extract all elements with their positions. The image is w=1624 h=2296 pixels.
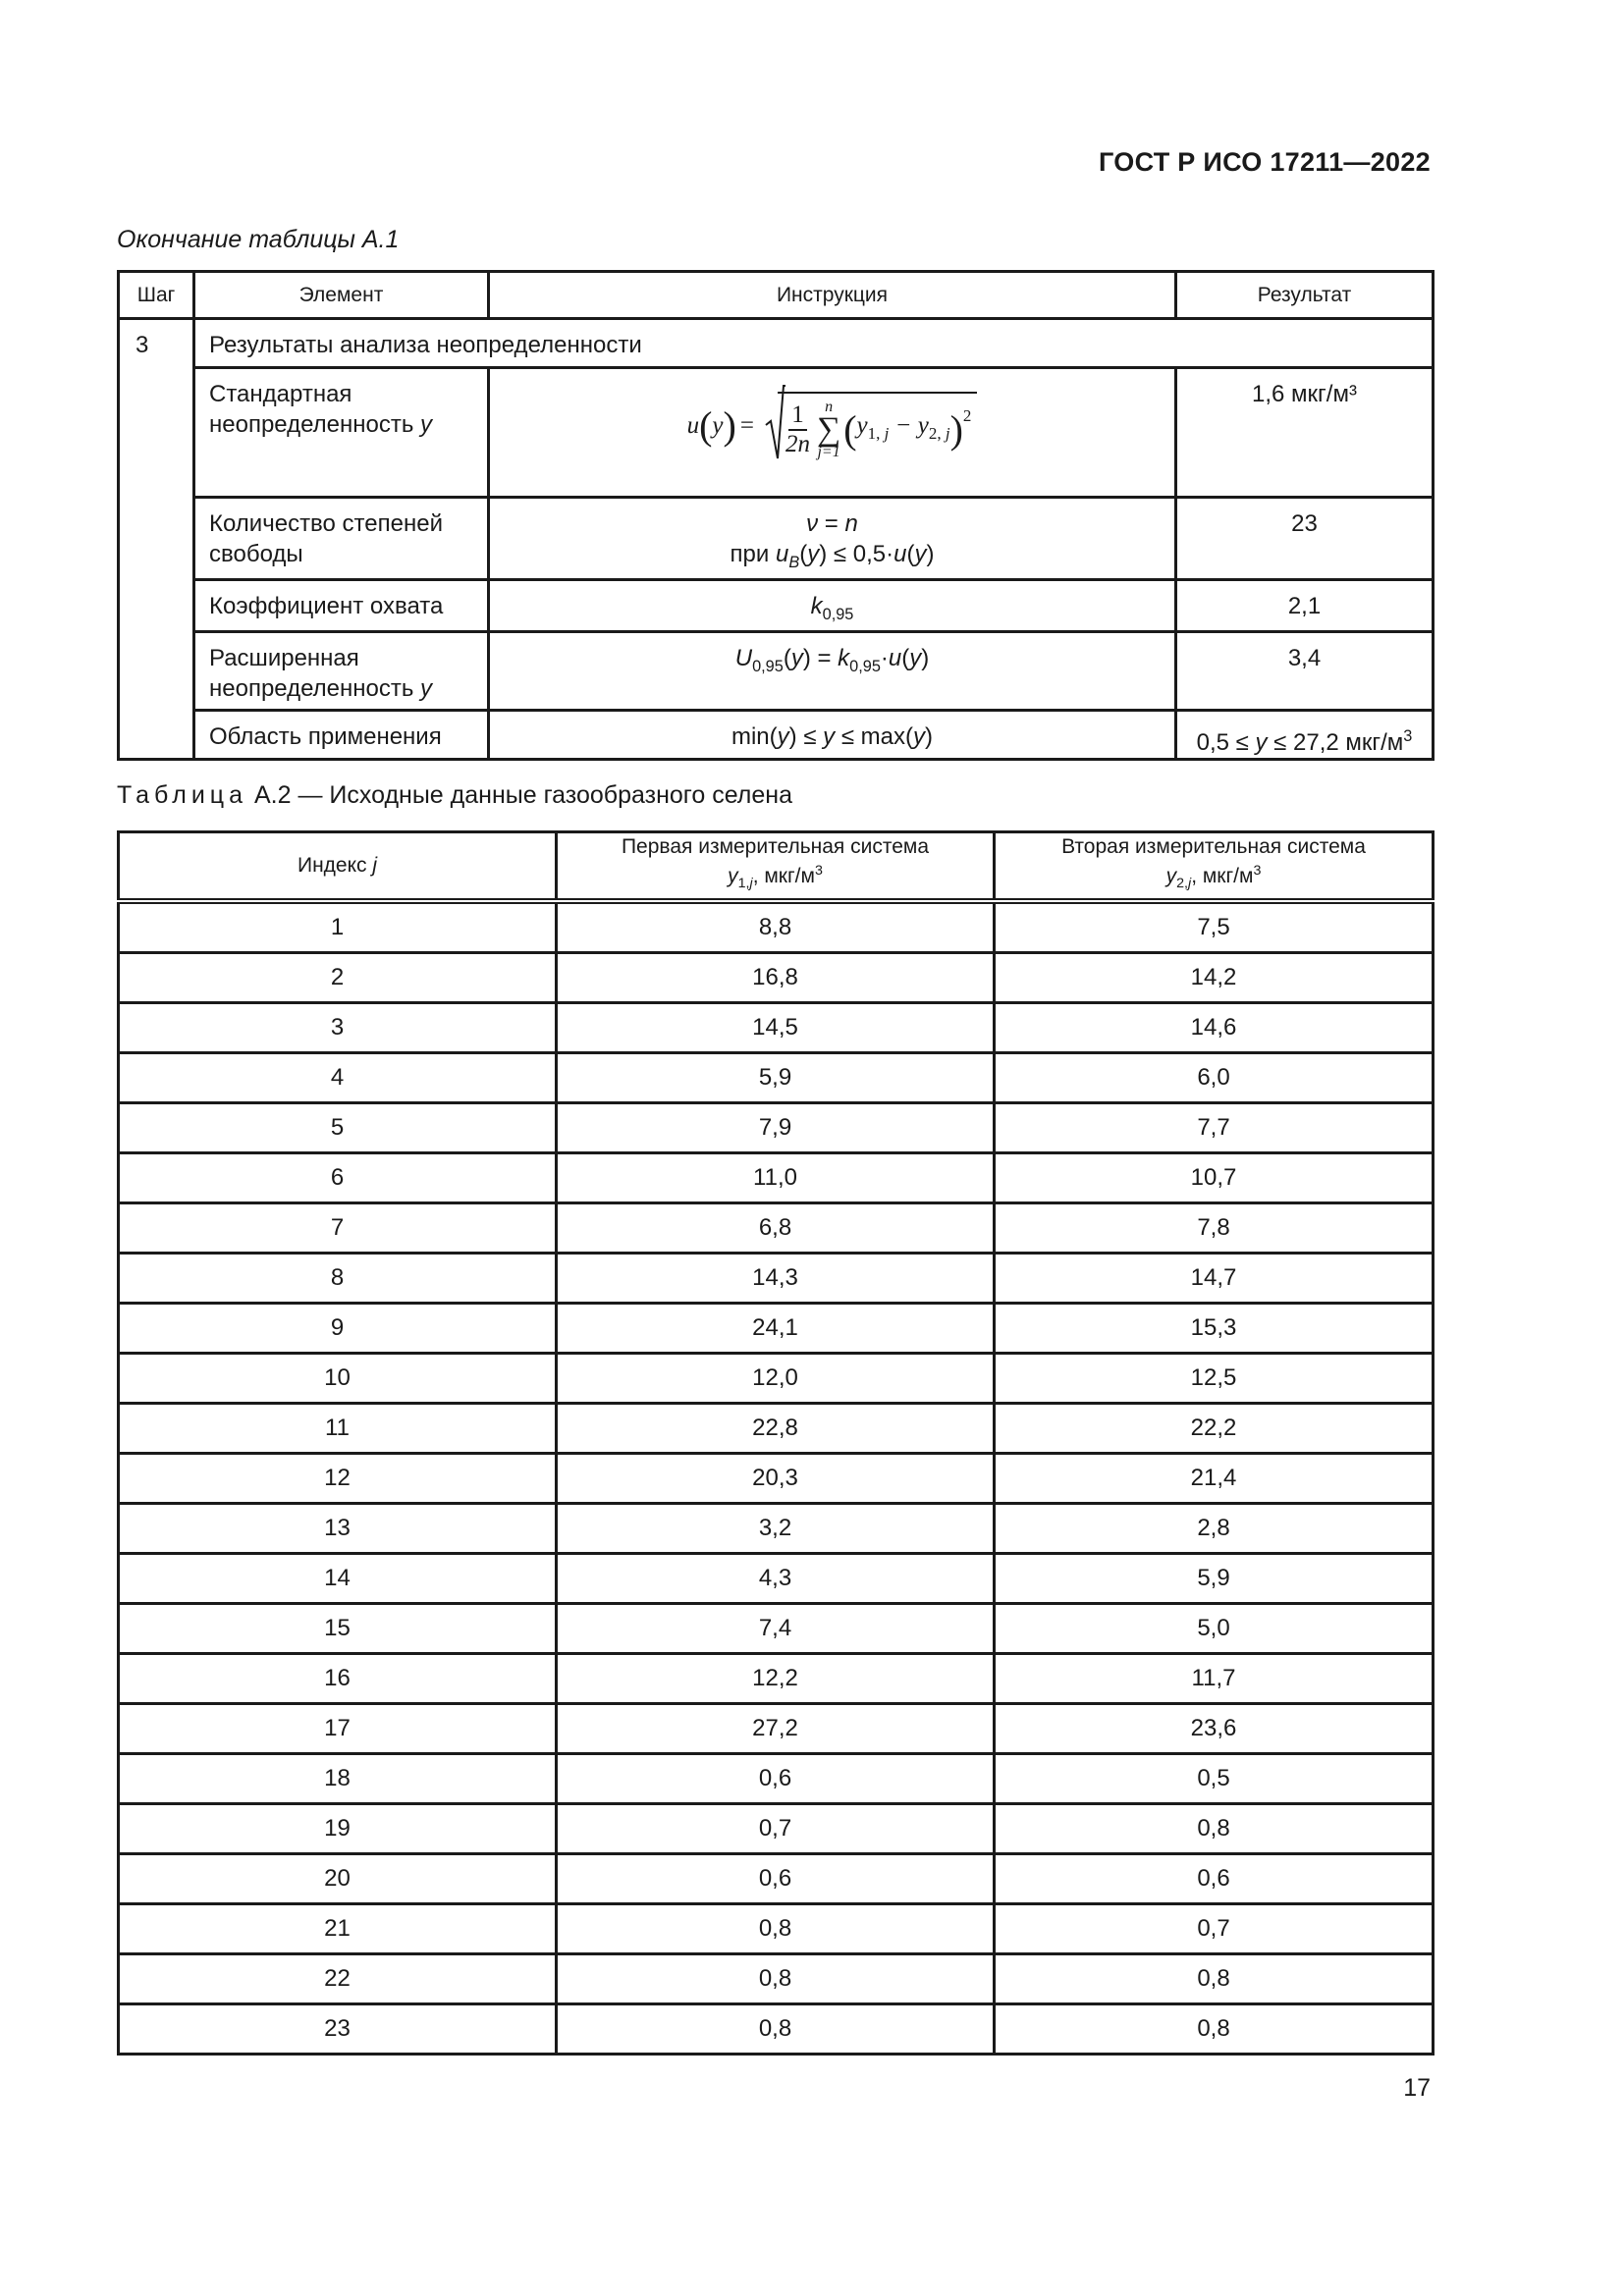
system-2-value: 10,7: [995, 1153, 1434, 1203]
index-cell: 17: [119, 1704, 557, 1754]
table-a2-caption: [117, 781, 792, 810]
table-row: [119, 1203, 1434, 1254]
table-row: [119, 953, 1434, 1003]
column-header: Элемент: [194, 272, 489, 319]
system-1-value: 7,9: [557, 1103, 995, 1153]
system-1-value: 12,2: [557, 1654, 995, 1704]
table-row: [119, 1804, 1434, 1854]
system-1-value: 24,1: [557, 1304, 995, 1354]
table-row: [119, 1003, 1434, 1053]
table-a2: [117, 830, 1435, 2056]
element-cell: Стандартная неопределенность y: [194, 368, 489, 498]
index-cell: 13: [119, 1504, 557, 1554]
table-row: [119, 498, 1434, 580]
index-cell: 20: [119, 1854, 557, 1904]
system-2-value: 0,5: [995, 1754, 1434, 1804]
result-cell: 0,5 ≤ y ≤ 27,2 мкг/$м^3$: [1176, 710, 1434, 759]
system-1-value: 5,9: [557, 1053, 995, 1103]
table-a1-header-row: [119, 272, 1434, 319]
system-1-value: 7,4: [557, 1604, 995, 1654]
table-row: [119, 319, 1434, 368]
system-2-value: 22,2: [995, 1404, 1434, 1454]
table-row: [119, 1354, 1434, 1404]
system-2-value: 6,0: [995, 1053, 1434, 1103]
caption-text: А.2 — Исходные данные газообразного селена: [253, 781, 792, 809]
index-cell: 2: [119, 953, 557, 1003]
column-header-index: Индекс j: [119, 832, 557, 902]
index-cell: 18: [119, 1754, 557, 1804]
document-title: ГОСТ Р ИСО 17211—2022: [1099, 147, 1431, 177]
instruction-cell: $U_{0,95}(y) = k_{0,95}\cdot u(y)$: [489, 631, 1176, 710]
index-cell: 23: [119, 2004, 557, 2055]
element-cell: Коэффициент охвата: [194, 579, 489, 631]
table-row: [119, 1754, 1434, 1804]
index-cell: 8: [119, 1254, 557, 1304]
table-row: [119, 1604, 1434, 1654]
system-1-value: 0,6: [557, 1754, 995, 1804]
system-1-value: 20,3: [557, 1454, 995, 1504]
square-root: $\frac{1}{2n}$ n ∑ j=1 ( $y_{1,}$ $_j - y_{2,}$ $_j$ ) $^2$: [764, 392, 977, 460]
table-row: [119, 368, 1434, 498]
result-cell: 3,4: [1176, 631, 1434, 710]
table-row: [119, 1704, 1434, 1754]
index-cell: 21: [119, 1904, 557, 1954]
element-cell: Область применения: [194, 710, 489, 759]
index-cell: 15: [119, 1604, 557, 1654]
system-2-value: 7,5: [995, 901, 1434, 953]
system-1-value: 27,2: [557, 1704, 995, 1754]
index-cell: 14: [119, 1554, 557, 1604]
column-header: Результат: [1176, 272, 1434, 319]
instruction-formula: u ( y ) = $\frac{1}{2n}$ n ∑ j=1 ( $y_{1,}$ $_j - y_{2,}$ $_j$ ) $^2$: [489, 368, 1176, 498]
table-row: [119, 1404, 1434, 1454]
system-1-value: 16,8: [557, 953, 995, 1003]
index-cell: 5: [119, 1103, 557, 1153]
table-a2-body: [119, 901, 1434, 2055]
system-1-value: 0,7: [557, 1804, 995, 1854]
system-1-value: 4,3: [557, 1554, 995, 1604]
index-cell: 19: [119, 1804, 557, 1854]
system-1-value: 3,2: [557, 1504, 995, 1554]
system-2-value: 14,2: [995, 953, 1434, 1003]
result-cell: 1,6 мкг/м³: [1176, 368, 1434, 498]
result-cell: 2,1: [1176, 579, 1434, 631]
system-2-value: 23,6: [995, 1704, 1434, 1754]
table-row: [119, 631, 1434, 710]
index-cell: 12: [119, 1454, 557, 1504]
system-1-value: 12,0: [557, 1354, 995, 1404]
table-a2-header-row: [119, 832, 1434, 902]
table-row: [119, 1254, 1434, 1304]
column-header: Инструкция: [489, 272, 1176, 319]
system-2-value: 0,6: [995, 1854, 1434, 1904]
table-row: [119, 1504, 1434, 1554]
system-1-value: 8,8: [557, 901, 995, 953]
system-1-value: 0,8: [557, 2004, 995, 2055]
system-2-value: 15,3: [995, 1304, 1434, 1354]
page-number: 17: [1403, 2074, 1431, 2102]
index-cell: 6: [119, 1153, 557, 1203]
table-row: [119, 1904, 1434, 1954]
table-row: [119, 2004, 1434, 2055]
system-2-value: 0,8: [995, 1954, 1434, 2004]
instruction-cell: min(y) ≤ y ≤ max(y): [489, 710, 1176, 759]
table-row: [119, 1454, 1434, 1504]
column-header-system-1: Первая измерительная система $y_{1,j}$, мкг/$м^3$: [557, 832, 995, 902]
caption-label: Таблица: [117, 781, 248, 809]
index-cell: 4: [119, 1053, 557, 1103]
system-2-value: 11,7: [995, 1654, 1434, 1704]
system-2-value: 14,7: [995, 1254, 1434, 1304]
system-2-value: 2,8: [995, 1504, 1434, 1554]
instruction-cell: ν = n при $u_B(y) \le 0,5\cdot u(y)$: [489, 498, 1176, 580]
column-header: Шаг: [119, 272, 194, 319]
table-row: [119, 1304, 1434, 1354]
system-1-value: 14,5: [557, 1003, 995, 1053]
system-2-value: 14,6: [995, 1003, 1434, 1053]
system-1-value: 0,8: [557, 1904, 995, 1954]
table-row: [119, 579, 1434, 631]
system-1-value: 6,8: [557, 1203, 995, 1254]
index-cell: 7: [119, 1203, 557, 1254]
index-cell: 11: [119, 1404, 557, 1454]
step-number: 3: [119, 319, 194, 760]
element-cell: Количество степеней свободы: [194, 498, 489, 580]
table-row: [119, 901, 1434, 953]
system-2-value: 12,5: [995, 1354, 1434, 1404]
system-1-value: 0,8: [557, 1954, 995, 2004]
index-cell: 1: [119, 901, 557, 953]
element-cell: Расширенная неопределенность y: [194, 631, 489, 710]
table-row: [119, 1554, 1434, 1604]
system-2-value: 21,4: [995, 1454, 1434, 1504]
instruction-cell: $k_{0,95}$: [489, 579, 1176, 631]
table-row: [119, 1053, 1434, 1103]
index-cell: 3: [119, 1003, 557, 1053]
table-row: [119, 1153, 1434, 1203]
system-1-value: 14,3: [557, 1254, 995, 1304]
index-cell: 10: [119, 1354, 557, 1404]
table-row: [119, 710, 1434, 759]
table-a1-caption: Окончание таблицы А.1: [117, 226, 400, 253]
system-2-value: 7,7: [995, 1103, 1434, 1153]
section-title: Результаты анализа неопределенности: [194, 319, 1434, 368]
system-2-value: 0,8: [995, 2004, 1434, 2055]
system-2-value: 0,8: [995, 1804, 1434, 1854]
index-cell: 9: [119, 1304, 557, 1354]
table-row: [119, 1103, 1434, 1153]
system-1-value: 22,8: [557, 1404, 995, 1454]
table-row: [119, 1654, 1434, 1704]
index-cell: 22: [119, 1954, 557, 2004]
system-1-value: 11,0: [557, 1153, 995, 1203]
system-2-value: 5,0: [995, 1604, 1434, 1654]
index-cell: 16: [119, 1654, 557, 1704]
system-2-value: 7,8: [995, 1203, 1434, 1254]
system-2-value: 5,9: [995, 1554, 1434, 1604]
table-row: [119, 1854, 1434, 1904]
column-header-system-2: Вторая измерительная система $y_{2,j}$, мкг/$м^3$: [995, 832, 1434, 902]
system-2-value: 0,7: [995, 1904, 1434, 1954]
result-cell: 23: [1176, 498, 1434, 580]
table-row: [119, 1954, 1434, 2004]
table-a1: [117, 270, 1435, 761]
system-1-value: 0,6: [557, 1854, 995, 1904]
